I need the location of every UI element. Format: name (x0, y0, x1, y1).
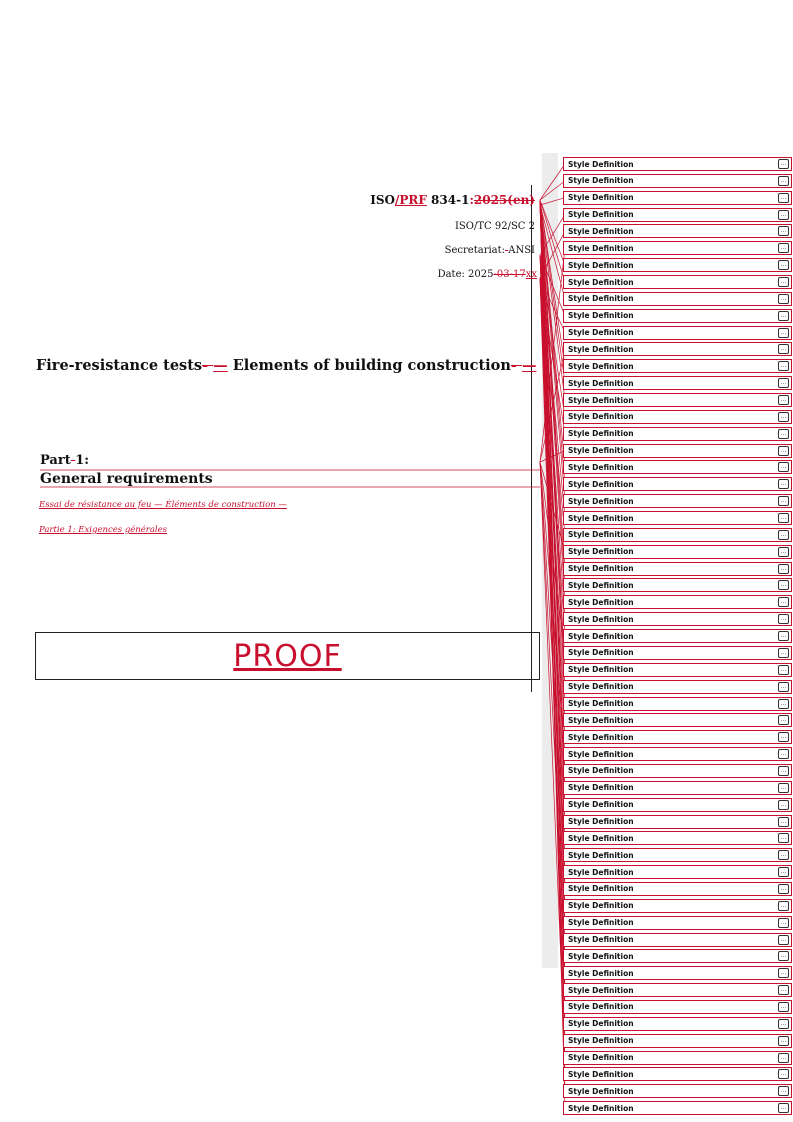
balloon-label: Style Definition (568, 1103, 634, 1113)
balloon-label: Style Definition (568, 699, 634, 708)
expand-balloon-button[interactable]: ... (778, 732, 789, 742)
expand-balloon-button[interactable]: ... (778, 749, 789, 759)
expand-balloon-button[interactable]: ... (778, 547, 789, 557)
balloon-label: Style Definition (568, 328, 634, 338)
balloon-label: Style Definition (568, 243, 634, 253)
expand-balloon-button[interactable]: ... (778, 159, 789, 169)
style-definition-balloon[interactable] (563, 747, 792, 761)
date-label: Date: 2025 (437, 269, 494, 280)
style-definition-balloon[interactable] (563, 191, 792, 205)
doc-id-colon: : (469, 193, 474, 207)
balloon-label: Style Definition (568, 446, 634, 456)
balloon-label: Style Definition (568, 1002, 634, 1012)
doc-id-prefix: ISO (370, 193, 395, 207)
style-definition-balloon[interactable] (563, 1101, 792, 1115)
date (438, 269, 537, 280)
style-definition-balloon[interactable] (563, 1000, 792, 1014)
balloon-label: Style Definition (568, 311, 634, 321)
style-definition-balloon[interactable] (563, 1017, 792, 1031)
style-definition-balloon[interactable] (563, 562, 792, 576)
secretariat-label: Secretariat: (444, 245, 506, 256)
expand-balloon-button[interactable]: ... (778, 833, 789, 843)
french-part: Partie 1: Exigences générales (39, 525, 168, 535)
expand-balloon-button[interactable]: ... (778, 210, 789, 220)
balloon-label: Style Definition (568, 682, 634, 692)
balloon-label: Style Definition (568, 631, 634, 641)
style-definition-balloon[interactable] (563, 393, 792, 407)
committee: ISO/TC 92/SC 2 (454, 221, 535, 232)
proof-box (35, 632, 540, 680)
balloon-label: Style Definition (568, 580, 634, 590)
markup-balloons (563, 157, 792, 1122)
expand-balloon-button[interactable]: ... (778, 193, 789, 203)
french-title: Essai de résistance au feu — Éléments de construction — (39, 500, 287, 510)
balloon-label: Style Definition (568, 344, 634, 354)
expand-balloon-button[interactable]: ... (778, 243, 789, 253)
expand-balloon-button[interactable]: ... (778, 580, 789, 590)
balloon-label: Style Definition (568, 176, 634, 186)
part-word: Part (40, 453, 71, 468)
style-definition-balloon[interactable] (563, 444, 792, 458)
expand-balloon-button[interactable]: ... (778, 1019, 789, 1029)
expand-balloon-button[interactable]: ... (778, 429, 789, 439)
style-definition-balloon[interactable] (563, 359, 792, 373)
expand-balloon-button[interactable]: ... (778, 260, 789, 270)
balloon-label: Style Definition (568, 766, 634, 776)
balloon-label: Style Definition (568, 1069, 634, 1079)
expand-balloon-button[interactable]: ... (778, 462, 789, 472)
style-definition-balloon[interactable] (563, 899, 792, 913)
expand-balloon-button[interactable]: ... (778, 766, 789, 776)
expand-balloon-button[interactable]: ... (778, 1002, 789, 1012)
title-part2: Elements of building construction (227, 357, 511, 374)
balloon-label: Style Definition (568, 817, 634, 827)
expand-balloon-button[interactable]: ... (778, 682, 789, 692)
style-definition-balloon[interactable] (563, 764, 792, 778)
balloon-label: Style Definition (568, 648, 634, 658)
expand-balloon-button[interactable]: ... (778, 530, 789, 540)
style-definition-balloon[interactable] (563, 697, 792, 711)
balloon-label: Style Definition (568, 513, 634, 523)
expand-balloon-button[interactable]: ... (778, 513, 789, 523)
style-definition-balloon[interactable] (563, 1051, 792, 1065)
style-definition-balloon[interactable] (563, 427, 792, 441)
expand-balloon-button[interactable]: ... (778, 884, 789, 894)
expand-balloon-button[interactable]: ... (778, 901, 789, 911)
balloon-label: Style Definition (568, 985, 634, 995)
expand-balloon-button[interactable]: ... (778, 311, 789, 321)
style-definition-balloon[interactable] (563, 342, 792, 356)
part-subtitle: General requirements (40, 471, 213, 487)
expand-balloon-button[interactable]: ... (778, 412, 789, 422)
expand-balloon-button[interactable]: ... (778, 867, 789, 877)
expand-balloon-button[interactable]: ... (778, 665, 789, 675)
style-definition-balloon[interactable] (563, 815, 792, 829)
expand-balloon-button[interactable]: ... (778, 564, 789, 574)
expand-balloon-button[interactable]: ... (778, 968, 789, 978)
balloon-label: Style Definition (568, 1086, 634, 1096)
balloon-label: Style Definition (568, 884, 634, 894)
proof-label: PROOF (233, 638, 342, 674)
balloon-label: Style Definition (568, 547, 634, 557)
expand-balloon-button[interactable]: ... (778, 1086, 789, 1096)
balloon-label: Style Definition (568, 1036, 634, 1046)
balloon-label: Style Definition (568, 226, 634, 236)
balloon-label: Style Definition (568, 867, 634, 877)
balloon-label: Style Definition (568, 159, 634, 169)
style-definition-balloon[interactable] (563, 1034, 792, 1048)
balloon-label: Style Definition (568, 462, 634, 472)
balloon-label: Style Definition (568, 715, 634, 725)
style-definition-balloon[interactable] (563, 831, 792, 845)
expand-balloon-button[interactable]: ... (778, 715, 789, 725)
text-margin-line (531, 185, 532, 692)
expand-balloon-button[interactable]: ... (778, 176, 789, 186)
style-definition-balloon[interactable] (563, 848, 792, 862)
style-definition-balloon[interactable] (563, 224, 792, 238)
document-id (370, 193, 535, 207)
style-definition-balloon[interactable] (563, 1067, 792, 1081)
title-inserted-dash2: — (521, 357, 537, 374)
date-deleted: -03-17 (493, 269, 526, 280)
style-definition-balloon[interactable] (563, 933, 792, 947)
expand-balloon-button[interactable]: ... (778, 631, 789, 641)
style-definition-balloon[interactable] (563, 612, 792, 626)
balloon-label: Style Definition (568, 918, 634, 928)
style-definition-balloon[interactable] (563, 713, 792, 727)
expand-balloon-button[interactable]: ... (778, 496, 789, 506)
style-definition-balloon[interactable] (563, 680, 792, 694)
expand-balloon-button[interactable]: ... (778, 648, 789, 658)
style-definition-balloon[interactable] (563, 983, 792, 997)
style-definition-balloon[interactable] (563, 528, 792, 542)
expand-balloon-button[interactable]: ... (778, 277, 789, 287)
style-definition-balloon[interactable] (563, 865, 792, 879)
expand-balloon-button[interactable]: ... (778, 328, 789, 338)
balloon-label: Style Definition (568, 901, 634, 911)
style-definition-balloon[interactable] (563, 275, 792, 289)
style-definition-balloon[interactable] (563, 326, 792, 340)
style-definition-balloon[interactable] (563, 258, 792, 272)
expand-balloon-button[interactable]: ... (778, 850, 789, 860)
style-definition-balloon[interactable] (563, 1084, 792, 1098)
balloon-label: Style Definition (568, 378, 634, 388)
style-definition-balloon[interactable] (563, 629, 792, 643)
balloon-label: Style Definition (568, 800, 634, 810)
expand-balloon-button[interactable]: ... (778, 378, 789, 388)
style-definition-balloon[interactable] (563, 949, 792, 963)
expand-balloon-button[interactable]: ... (778, 985, 789, 995)
expand-balloon-button[interactable]: ... (778, 344, 789, 354)
markup-pane-gutter (542, 153, 558, 968)
balloon-label: Style Definition (568, 361, 634, 371)
balloon-label: Style Definition (568, 193, 634, 203)
balloon-label: Style Definition (568, 496, 634, 506)
expand-balloon-button[interactable]: ... (778, 479, 789, 489)
doc-id-deleted: 2025(en) (473, 193, 535, 207)
expand-balloon-button[interactable]: ... (778, 918, 789, 928)
part-number: 1: (75, 453, 90, 468)
style-definition-balloon[interactable] (563, 208, 792, 222)
style-definition-balloon[interactable] (563, 646, 792, 660)
expand-balloon-button[interactable]: ... (778, 446, 789, 456)
balloon-label: Style Definition (568, 749, 634, 759)
expand-balloon-button[interactable]: ... (778, 935, 789, 945)
secretariat-value: ANSI (508, 245, 535, 256)
expand-balloon-button[interactable]: ... (778, 1053, 789, 1063)
style-definition-balloon[interactable] (563, 494, 792, 508)
style-definition-balloon[interactable] (563, 174, 792, 188)
expand-balloon-button[interactable]: ... (778, 294, 789, 304)
expand-balloon-button[interactable]: ... (778, 1069, 789, 1079)
style-definition-balloon[interactable] (563, 663, 792, 677)
style-definition-balloon[interactable] (563, 595, 792, 609)
balloon-label: Style Definition (568, 732, 634, 742)
document-title (36, 357, 536, 374)
expand-balloon-button[interactable]: ... (778, 783, 789, 793)
doc-id-inserted: /PRF (394, 193, 427, 207)
style-definition-balloon[interactable] (563, 410, 792, 424)
style-definition-balloon[interactable] (563, 376, 792, 390)
balloon-label: Style Definition (568, 479, 634, 489)
balloon-label: Style Definition (568, 665, 634, 675)
style-definition-balloon[interactable] (563, 966, 792, 980)
style-definition-balloon[interactable] (563, 730, 792, 744)
expand-balloon-button[interactable]: ... (778, 699, 789, 709)
balloon-label: Style Definition (568, 564, 634, 574)
expand-balloon-button[interactable]: ... (778, 361, 789, 371)
style-definition-balloon[interactable] (563, 292, 792, 306)
doc-id-number: 834-1 (426, 193, 470, 207)
expand-balloon-button[interactable]: ... (778, 597, 789, 607)
balloon-label: Style Definition (568, 951, 634, 961)
balloon-label: Style Definition (568, 412, 634, 422)
balloon-label: Style Definition (568, 429, 634, 439)
style-definition-balloon[interactable] (563, 477, 792, 491)
style-definition-balloon[interactable] (563, 157, 792, 171)
title-part1: Fire-resistance tests (36, 357, 203, 374)
balloon-label: Style Definition (568, 597, 634, 607)
expand-balloon-button[interactable]: ... (778, 817, 789, 827)
style-definition-balloon[interactable] (563, 578, 792, 592)
balloon-label: Style Definition (568, 395, 634, 405)
title-deleted-dash2: - (510, 357, 522, 374)
balloon-label: Style Definition (568, 294, 634, 304)
style-definition-balloon[interactable] (563, 460, 792, 474)
balloon-label: Style Definition (568, 968, 634, 978)
expand-balloon-button[interactable]: ... (778, 800, 789, 810)
balloon-label: Style Definition (568, 850, 634, 860)
balloon-label: Style Definition (568, 935, 634, 945)
style-definition-balloon[interactable] (563, 545, 792, 559)
balloon-label: Style Definition (568, 1053, 634, 1063)
balloon-label: Style Definition (568, 277, 634, 287)
expand-balloon-button[interactable]: ... (778, 395, 789, 405)
style-definition-balloon[interactable] (563, 309, 792, 323)
balloon-label: Style Definition (568, 260, 634, 270)
style-definition-balloon[interactable] (563, 511, 792, 525)
balloon-label: Style Definition (568, 833, 634, 843)
secretariat (445, 245, 535, 256)
style-definition-balloon[interactable] (563, 916, 792, 930)
style-definition-balloon[interactable] (563, 781, 792, 795)
date-inserted: xx (525, 269, 537, 280)
expand-balloon-button[interactable]: ... (778, 1036, 789, 1046)
style-definition-balloon[interactable] (563, 882, 792, 896)
title-deleted-dash: - (202, 357, 214, 374)
balloon-label: Style Definition (568, 783, 634, 793)
balloon-label: Style Definition (568, 614, 634, 624)
expand-balloon-button[interactable]: ... (778, 226, 789, 236)
title-inserted-dash: — (213, 357, 228, 374)
style-definition-balloon[interactable] (563, 241, 792, 255)
expand-balloon-button[interactable]: ... (778, 1103, 789, 1113)
expand-balloon-button[interactable]: ... (778, 951, 789, 961)
expand-balloon-button[interactable]: ... (778, 614, 789, 624)
balloon-label: Style Definition (568, 1019, 634, 1029)
part-label (40, 453, 89, 468)
balloon-label: Style Definition (568, 530, 634, 540)
balloon-label: Style Definition (568, 210, 634, 220)
style-definition-balloon[interactable] (563, 798, 792, 812)
